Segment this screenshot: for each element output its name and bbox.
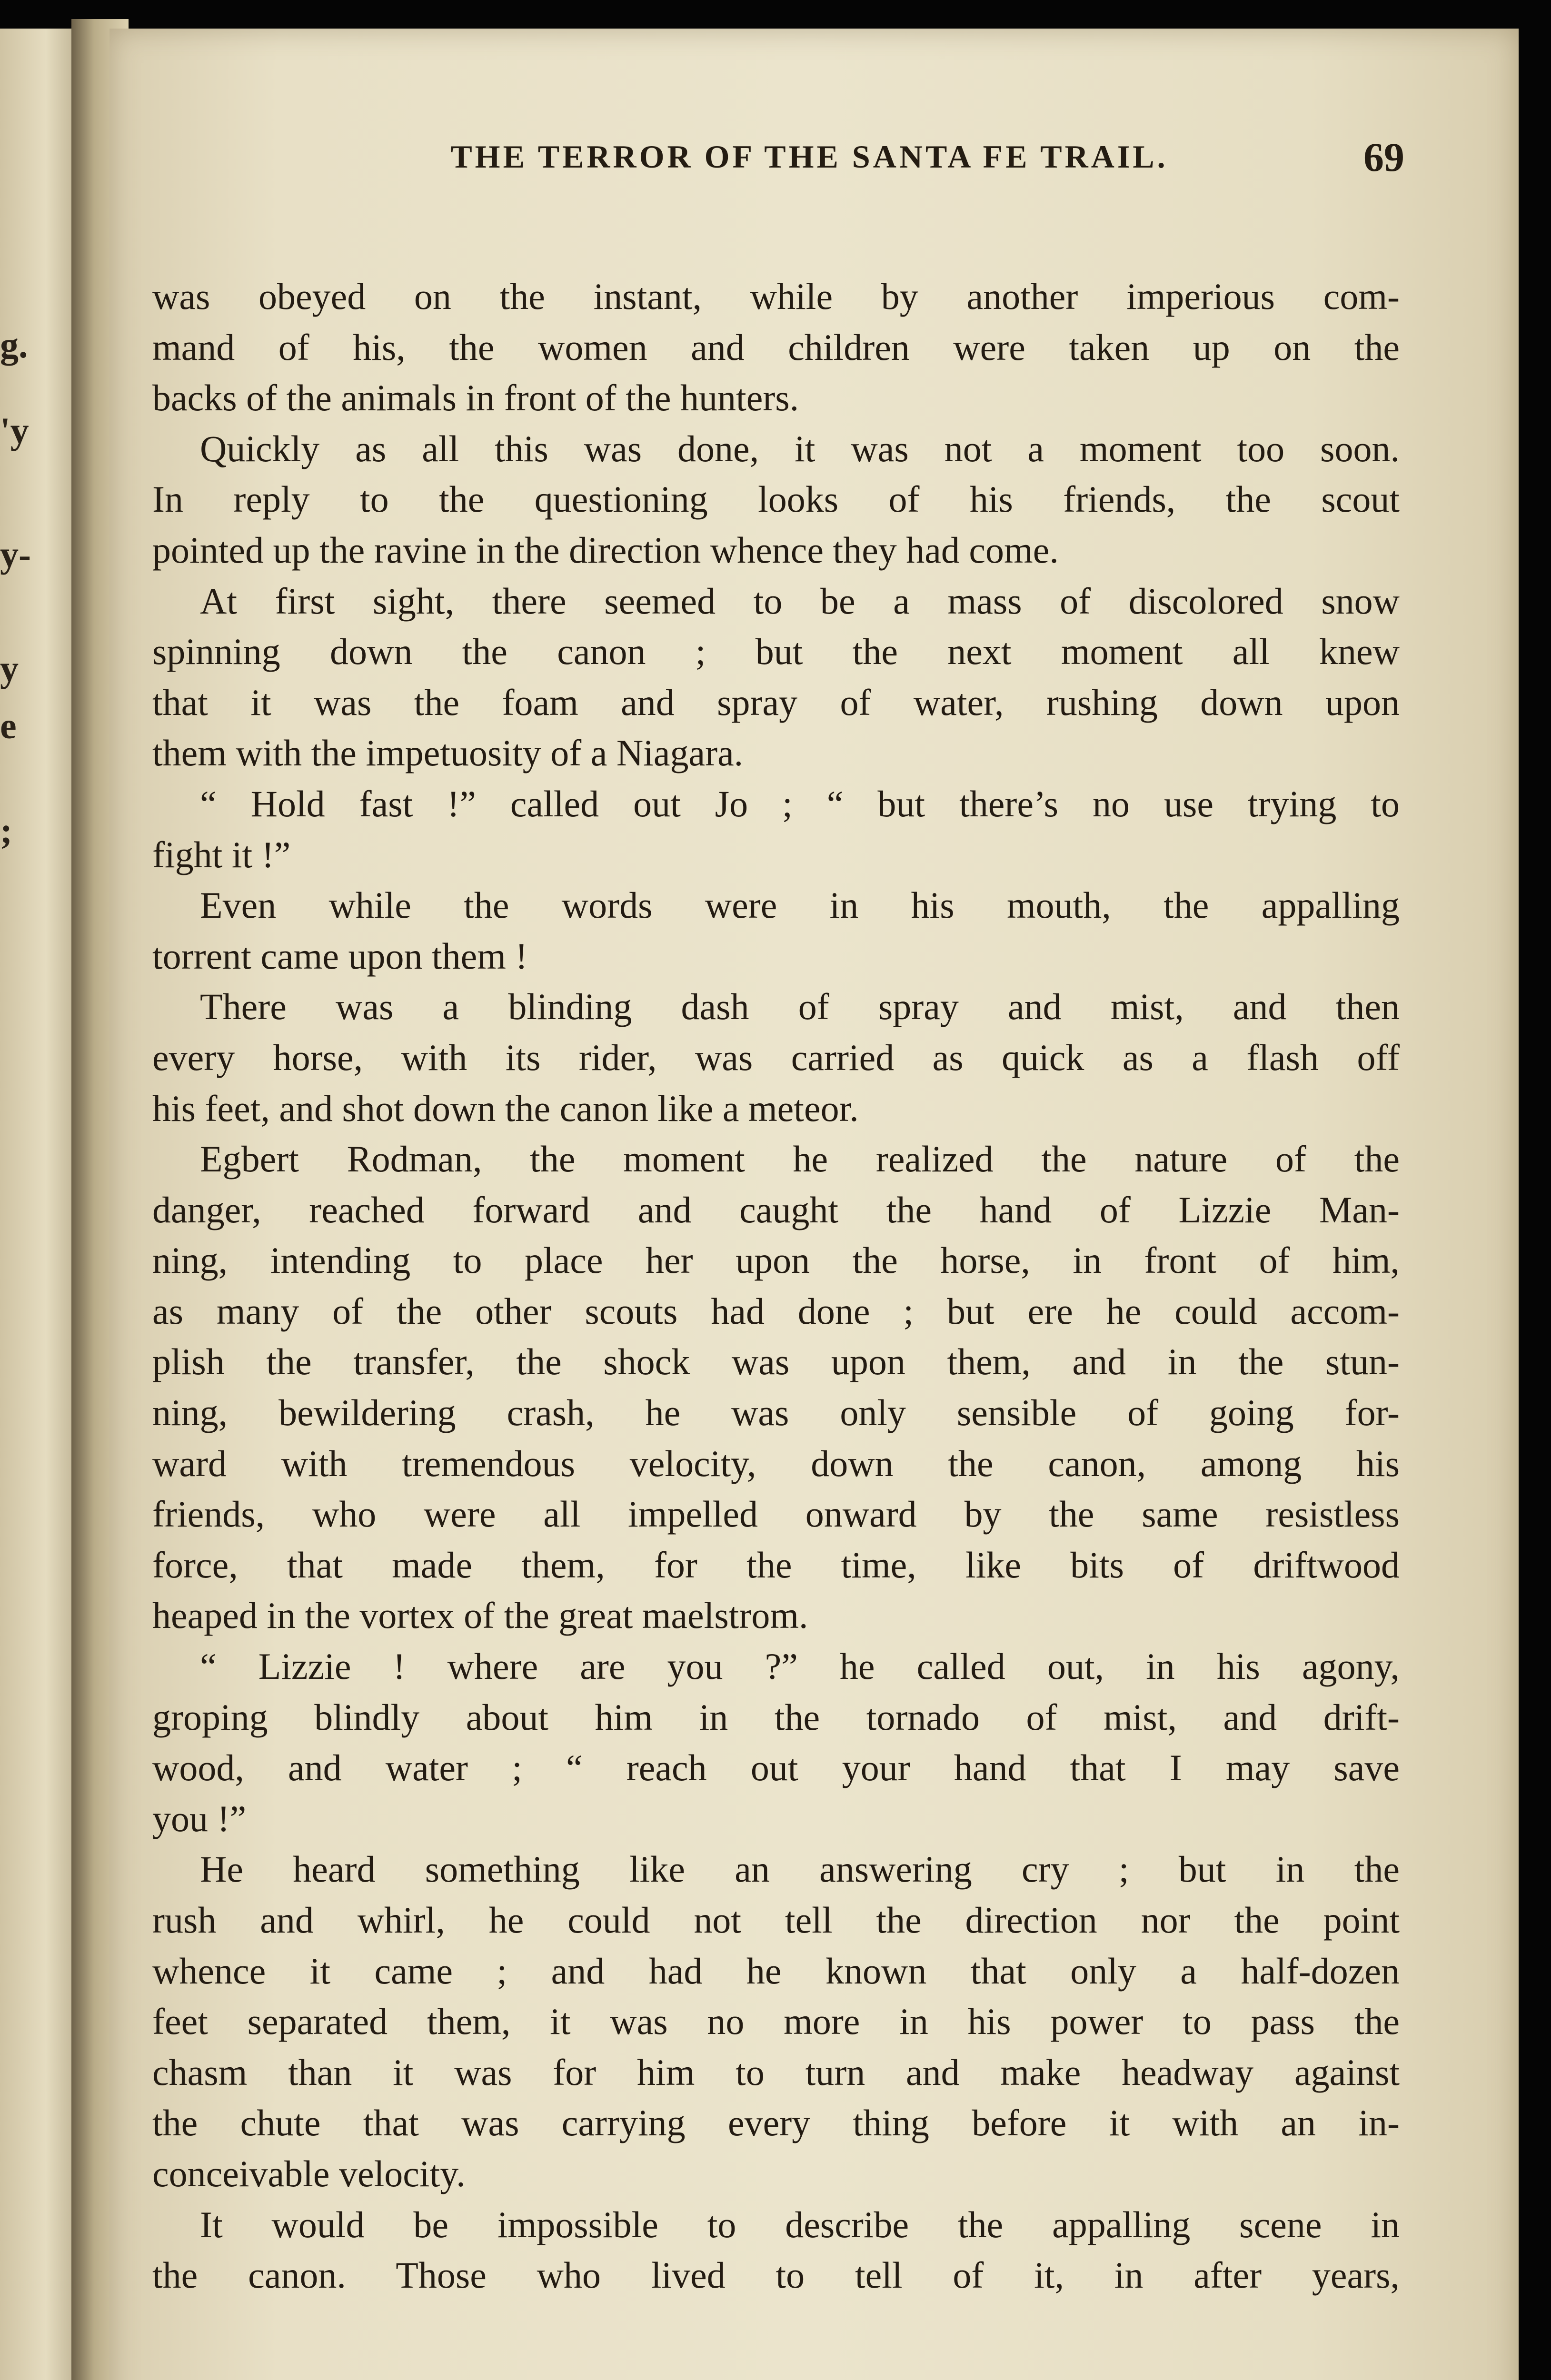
text-line: wood, and water ; “ reach out your hand that I may save [152,1747,1400,1789]
text-line: heaped in the vortex of the great maelstrom. [152,1595,808,1636]
facing-page-fragment: 'y [0,410,29,451]
text-line: whence it came ; and had he known that only a half-dozen [152,1950,1400,1992]
text-line: force, that made them, for the time, like bits of driftwood [152,1544,1400,1586]
text-line: as many of the other scouts had done ; but ere he could accom- [152,1290,1400,1332]
facing-page-edge [0,29,83,2380]
text-line: “ Lizzie ! where are you ?” he called out, in his agony, [200,1646,1400,1687]
text-line: backs of the animals in front of the hunters. [152,377,799,419]
text-line: his feet, and shot down the canon like a meteor. [152,1087,859,1129]
facing-page-fragment: ; [0,810,12,851]
text-line: Egbert Rodman, the moment he realized the nature of the [200,1138,1400,1180]
text-line: conceivable velocity. [152,2152,466,2194]
facing-page-fragment: g. [0,324,28,366]
text-line: spinning down the canon ; but the next moment all knew [152,631,1400,673]
text-line: was obeyed on the instant, while by another imperious com- [152,276,1400,317]
text-line: the chute that was carrying every thing before it with an in- [152,2102,1400,2144]
text-line: them with the impetuosity of a Niagara. [152,732,744,774]
body-text [152,271,1400,2301]
text-line: ward with tremendous velocity, down the canon, among his [152,1442,1400,1484]
facing-page-text-fragments [0,29,83,2380]
text-line: chasm than it was for him to turn and make headway against [152,2051,1400,2093]
facing-page-fragment: e [0,705,17,746]
text-line: danger, reached forward and caught the hand of Lizzie Man- [152,1189,1400,1230]
running-title: THE TERROR OF THE SANTA FE TRAIL. [450,139,1168,175]
text-line: plish the transfer, the shock was upon them, and in the stun- [152,1341,1400,1383]
text-line: Quickly as all this was done, it was not a moment too soon. [200,427,1400,469]
text-line: feet separated them, it was no more in his power to pass the [152,2001,1400,2043]
text-line: rush and whirl, he could not tell the direction nor the point [152,1899,1400,1941]
text-line: the canon. Those who lived to tell of it, in after years, [152,2254,1400,2296]
text-line: groping blindly about him in the tornado of mist, and drift- [152,1696,1400,1738]
text-line: ning, bewildering crash, he was only sensible of going for- [152,1392,1400,1434]
text-line: pointed up the ravine in the direction whence they had come. [152,529,1059,571]
text-line: that it was the foam and spray of water, rushing down upon [152,681,1400,723]
text-line: mand of his, the women and children were taken up on the [152,326,1400,368]
text-line: “ Hold fast !” called out Jo ; “ but there’s no use trying to [200,783,1400,824]
text-line: every horse, with its rider, was carried as quick as a flash off [152,1036,1400,1078]
text-line: ning, intending to place her upon the horse, in front of him, [152,1240,1400,1281]
text-line: In reply to the questioning looks of his friends, the scout [152,478,1400,520]
text-line: you !” [152,1797,247,1839]
facing-page-fragment: y [0,648,19,689]
text-line: torrent came upon them ! [152,935,528,977]
text-line: It would be impossible to describe the appalling scene in [200,2203,1400,2245]
running-head [109,134,1519,186]
text-line: He heard something like an answering cry ; but in the [200,1848,1400,1890]
text-line: friends, who were all impelled onward by the same resistless [152,1493,1400,1535]
text-line: fight it !” [152,833,291,875]
text-line: At first sight, there seemed to be a mass of discolored snow [200,580,1400,622]
text-line: There was a blinding dash of spray and mist, and then [200,986,1400,1028]
facing-page-fragment: y- [0,534,31,575]
book-page [109,29,1519,2380]
text-line: Even while the words were in his mouth, the appalling [200,884,1400,926]
page-number: 69 [1363,134,1404,180]
